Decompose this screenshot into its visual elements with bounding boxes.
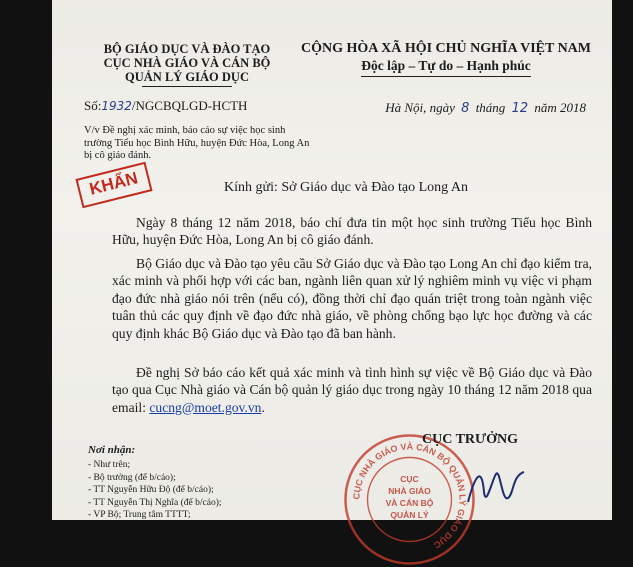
list-item: - Như trên; <box>88 460 131 470</box>
paragraph-1: Ngày 8 tháng 12 năm 2018, báo chí đưa tin một học sinh trường Tiểu học Bình Hữu, huyện Đức Hòa, Long An bị cô giáo đánh. <box>112 215 592 248</box>
motto-underline <box>361 76 531 77</box>
agency-line-2: CỤC NHÀ GIÁO VÀ CÁN BỘ <box>103 56 271 70</box>
date-prefix: Hà Nội, ngày <box>385 100 455 115</box>
list-item: - TT Nguyễn Hữu Độ (để b/cáo); <box>88 485 214 495</box>
list-item: - TT Nguyễn Thị Nghĩa (để b/cáo); <box>88 497 222 508</box>
recipients-list <box>88 459 222 522</box>
signature-icon <box>462 462 532 512</box>
issuing-agency <box>82 42 292 87</box>
list-item: - Bộ trưởng (để b/cáo); <box>88 472 176 483</box>
seal-center-line: VÀ CÁN BỘ <box>385 498 434 508</box>
paragraph-3-text: Đề nghị Sở báo cáo kết quả xác minh và tình hình sự việc về Bộ Giáo dục và Đào tạo qua Cục Nhà giáo và Cán bộ quản lý giáo dục trong ngày 10 tháng 12 năm 2018 qua email: <box>112 365 592 415</box>
doc-number-handwritten: 1932 <box>101 99 132 113</box>
paragraph-3 <box>112 364 592 416</box>
email-link[interactable]: cucng@moet.gov.vn <box>149 399 262 415</box>
national-header <box>296 40 596 77</box>
signature-title: CỤC TRƯỞNG <box>422 432 519 447</box>
date-month: 12 <box>511 101 529 116</box>
nation-title: CỘNG HÒA XÃ HỘI CHỦ NGHĨA VIỆT NAM <box>300 41 591 56</box>
date-month-label: tháng <box>475 100 506 115</box>
paragraph-2: Bộ Giáo dục và Đào tạo yêu cầu Sở Giáo dục và Đào tạo Long An chỉ đạo kiểm tra, xác minh và phối hợp với các ban, ngành liên quan xử lý nghiêm minh vụ việc vi phạm đạo đức nhà giáo nói trên (nếu có), đồng thời chỉ đạo quán triệt trong toàn ngành việc tuân thủ các quy định về đạo đức nhà giáo, về phòng chống bạo lực học đường và các quy định khác Bộ Giáo dục và Đào tạo đã ban hành. <box>112 256 592 341</box>
seal-center-line: QUẢN LÝ <box>390 510 429 520</box>
agency-line-1: BỘ GIÁO DỤC VÀ ĐÀO TẠO <box>103 42 271 56</box>
doc-number-prefix: Số: <box>84 98 102 113</box>
issue-date <box>385 100 586 116</box>
nation-motto: Độc lập – Tự do – Hạnh phúc <box>361 58 531 73</box>
document-number <box>84 98 247 114</box>
recipients-title: Nơi nhận: <box>88 444 136 456</box>
date-year: năm 2018 <box>534 100 586 115</box>
agency-underline <box>142 86 232 87</box>
subject-line: V/v Đề nghị xác minh, báo cáo sự việc học sinh trường Tiểu học Bình Hữu, huyện Đức Hòa, Long An bị cô giáo đánh. <box>84 125 310 161</box>
paragraph-3-end: . <box>261 399 265 415</box>
seal-ring-text: CỤC NHÀ GIÁO VÀ CÁN BỘ QUẢN LÝ GIÁO DỤC <box>351 441 468 551</box>
document-sheet <box>52 0 612 551</box>
agency-line-3: QUẢN LÝ GIÁO DỤC <box>125 70 249 84</box>
date-day: 8 <box>461 101 470 116</box>
addressee: Kính gửi: Sở Giáo dục và Đào tạo Long An <box>224 180 469 195</box>
seal-center-line: CỤC <box>400 474 419 484</box>
official-seal-icon <box>342 432 477 567</box>
doc-number-suffix: /NGCBQLGD-HCTH <box>131 98 248 113</box>
urgent-stamp: KHẨN <box>75 162 152 209</box>
list-item: - VP Bộ; Trung tâm TTTT; <box>88 510 191 520</box>
seal-center-line: NHÀ GIÁO <box>388 486 431 496</box>
